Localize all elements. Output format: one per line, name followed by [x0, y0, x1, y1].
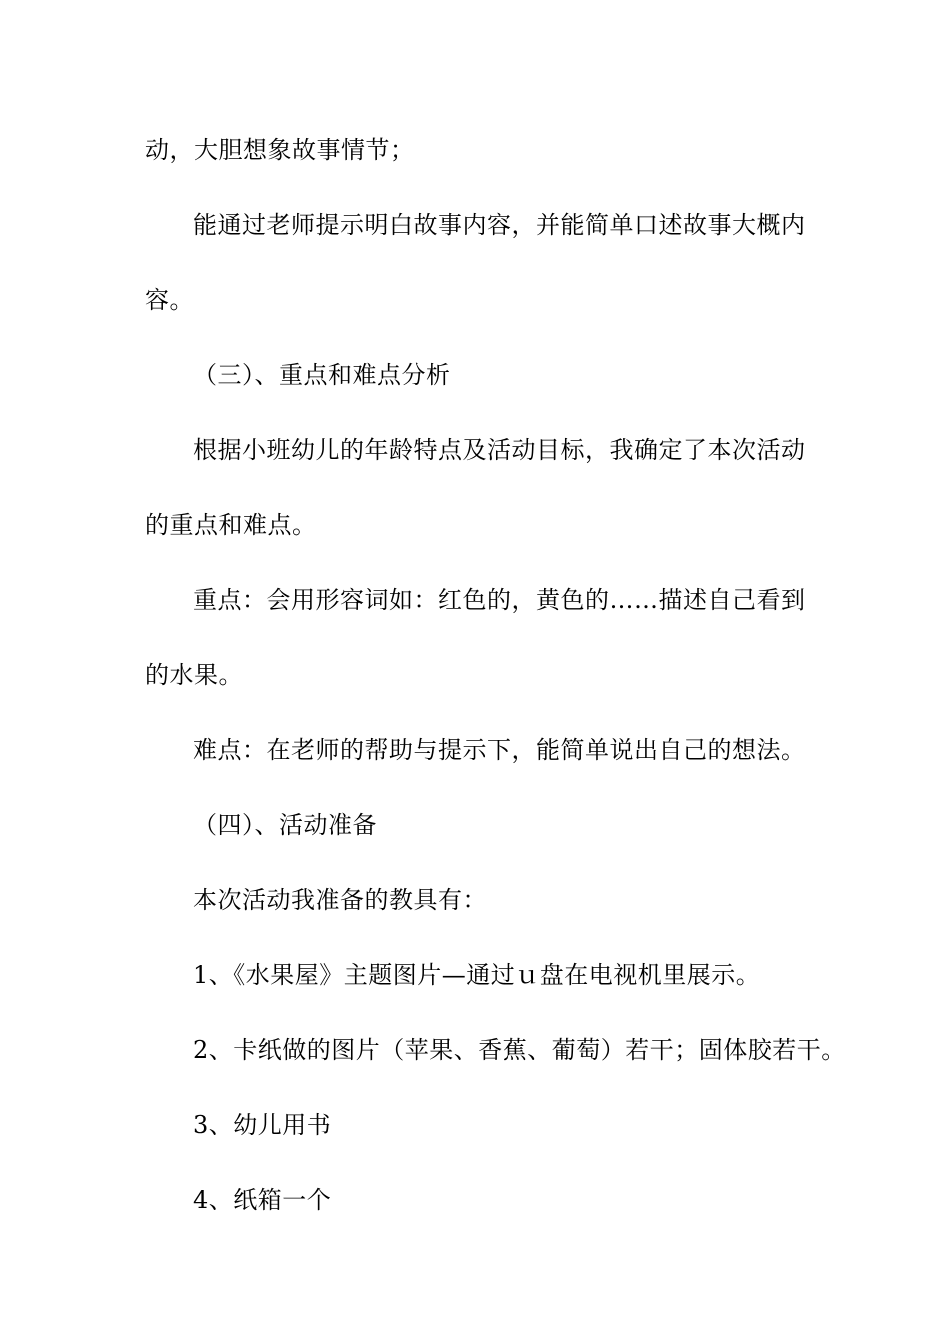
section-heading-key-points: （三）、重点和难点分析: [193, 361, 451, 389]
text-line-continuation: 的重点和难点。: [145, 511, 317, 539]
list-item-preparation-1: 1、《水果屋》主题图片—通过ｕ盘在电视机里展示。: [193, 961, 761, 989]
text-line-continuation: 动，大胆想象故事情节；: [145, 136, 415, 164]
paragraph-key-point: 重点：会用形容词如：红色的，黄色的……描述自己看到: [193, 586, 806, 614]
paragraph-difficult-point: 难点：在老师的帮助与提示下，能简单说出自己的想法。: [193, 736, 806, 764]
list-item-preparation-2: 2、卡纸做的图片（苹果、香蕉、葡萄）若干；固体胶若干。: [193, 1036, 846, 1064]
list-item-preparation-3: 3、幼儿用书: [193, 1111, 332, 1139]
text-line-continuation: 容。: [145, 286, 194, 314]
paragraph-preparation-intro: 本次活动我准备的教具有：: [193, 886, 487, 914]
section-heading-preparation: （四）、活动准备: [193, 811, 377, 839]
text-line-continuation: 的水果。: [145, 661, 243, 689]
paragraph-key-points-intro: 根据小班幼儿的年龄特点及活动目标，我确定了本次活动: [193, 436, 806, 464]
list-item-preparation-4: 4、纸箱一个: [193, 1186, 332, 1214]
paragraph-story-understanding: 能通过老师提示明白故事内容，并能简单口述故事大概内: [193, 211, 806, 239]
